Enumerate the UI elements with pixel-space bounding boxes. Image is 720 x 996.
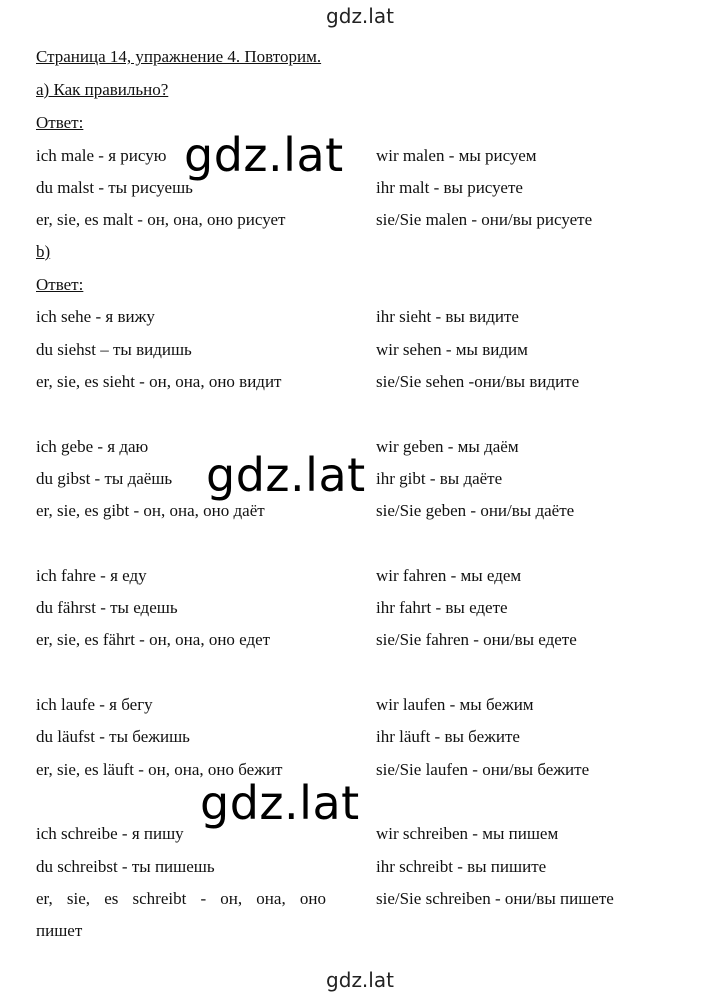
- a-row-2-left: du malst - ты рисуешь: [36, 178, 193, 197]
- word: schreibt: [132, 889, 187, 908]
- b1-row-2-right: wir sehen - мы видим: [376, 340, 528, 359]
- b5-row-2-right: ihr schreibt - вы пишите: [376, 857, 547, 876]
- b2-row-2-right: ihr gibt - вы даёте: [376, 469, 503, 488]
- b4-row-2-left: du läufst - ты бежишь: [36, 727, 190, 746]
- part-a-label: а) Как правильно?: [36, 80, 169, 99]
- b3-row-2-left: du fährst - ты едешь: [36, 598, 178, 617]
- b5-row-2-left: du schreibst - ты пишешь: [36, 857, 215, 876]
- b5-row-3-left-continuation: пишет: [36, 921, 83, 940]
- header-watermark: gdz.lat: [326, 4, 394, 28]
- b3-row-1-right: wir fahren - мы едем: [376, 566, 522, 585]
- a-row-3-right: sie/Sie malen - они/вы рисуете: [376, 210, 593, 229]
- watermark-overlay: gdz.lat: [200, 776, 360, 830]
- b2-row-3-left: er, sie, es gibt - он, она, оно даёт: [36, 501, 265, 520]
- b5-row-3-left: [36, 888, 326, 910]
- part-a-answer-label: Ответ:: [36, 113, 84, 132]
- watermark-overlay: gdz.lat: [184, 128, 344, 182]
- word: оно: [299, 889, 326, 908]
- b4-row-1-left: ich laufe - я бегу: [36, 695, 153, 714]
- part-b-answer-label: Ответ:: [36, 275, 84, 294]
- b4-row-3-right: sie/Sie laufen - они/вы бежите: [376, 760, 590, 779]
- b3-row-2-right: ihr fahrt - вы едете: [376, 598, 508, 617]
- b1-row-1-right: ihr sieht - вы видите: [376, 307, 519, 326]
- word: он,: [220, 889, 243, 908]
- watermark-overlay: gdz.lat: [206, 448, 366, 502]
- b1-row-2-left: du siehst – ты видишь: [36, 340, 192, 359]
- b5-row-1-right: wir schreiben - мы пишем: [376, 824, 559, 843]
- word: es: [104, 889, 119, 908]
- b3-row-3-right: sie/Sie fahren - они/вы едете: [376, 630, 577, 649]
- b2-row-1-left: ich gebe - я даю: [36, 437, 149, 456]
- word: er,: [36, 889, 53, 908]
- b5-row-1-left: ich schreibe - я пишу: [36, 824, 184, 843]
- a-row-2-right: ihr malt - вы рисуете: [376, 178, 523, 197]
- b3-row-3-left: er, sie, es fährt - он, она, оно едет: [36, 630, 271, 649]
- b1-row-3-right: sie/Sie sehen -они/вы видите: [376, 372, 580, 391]
- b3-row-1-left: ich fahre - я еду: [36, 566, 147, 585]
- a-row-3-left: er, sie, es malt - он, она, оно рисует: [36, 210, 286, 229]
- a-row-1-right: wir malen - мы рисуем: [376, 146, 537, 165]
- footer-watermark: gdz.lat: [326, 968, 394, 992]
- b2-row-2-left: du gibst - ты даёшь: [36, 469, 173, 488]
- word: sie,: [66, 889, 91, 908]
- b2-row-3-right: sie/Sie geben - они/вы даёте: [376, 501, 575, 520]
- b5-row-3-right: sie/Sie schreiben - они/вы пишете: [376, 889, 614, 908]
- b2-row-1-right: wir geben - мы даём: [376, 437, 519, 456]
- a-row-1-left: ich male - я рисую: [36, 146, 167, 165]
- word: -: [200, 889, 207, 908]
- word: она,: [256, 889, 286, 908]
- part-b-label: b): [36, 242, 51, 261]
- b4-row-3-left: er, sie, es läuft - он, она, оно бежит: [36, 760, 283, 779]
- b4-row-2-right: ihr läuft - вы бежите: [376, 727, 520, 746]
- b1-row-1-left: ich sehe - я вижу: [36, 307, 155, 326]
- b1-row-3-left: er, sie, es sieht - он, она, оно видит: [36, 372, 282, 391]
- page-heading: Страница 14, упражнение 4. Повторим.: [36, 47, 322, 66]
- b4-row-1-right: wir laufen - мы бежим: [376, 695, 534, 714]
